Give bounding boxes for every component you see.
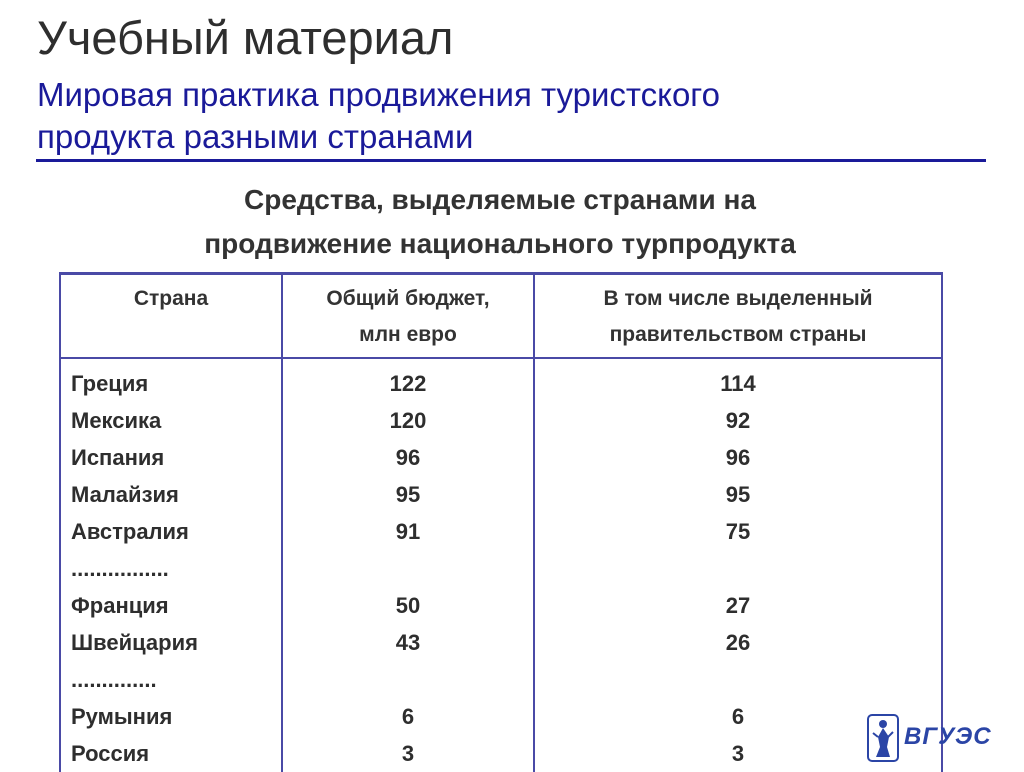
table-cell-budget: 91 (395, 519, 421, 544)
table-cell-country: Греция (71, 371, 149, 396)
table-cell-country: Австралия (71, 519, 189, 544)
table-cell-budget: 120 (389, 408, 427, 433)
table-cell-government: 6 (731, 704, 745, 729)
table-cell-country: Швейцария (71, 630, 198, 655)
header-country-label: Страна (133, 287, 209, 310)
table-caption (0, 178, 1000, 266)
table-cell-country: Мексика (71, 408, 162, 433)
table-cell-budget: 122 (389, 371, 427, 396)
country-column (60, 358, 282, 772)
table-cell-government: 27 (725, 593, 751, 618)
government-column (534, 358, 942, 772)
title-divider (36, 159, 986, 162)
table-cell-country: ................ (71, 556, 169, 581)
table-cell-budget (283, 550, 533, 587)
subtitle-line-2: продукта разными странами (37, 118, 474, 155)
header-government-line-2: правительством страны (609, 323, 867, 346)
table-cell-government: 3 (731, 741, 745, 766)
table-cell-budget: 95 (395, 482, 421, 507)
table-cell-country: Испания (71, 445, 165, 470)
table-cell-country: Румыния (71, 704, 173, 729)
header-budget-line-1: Общий бюджет, (326, 287, 490, 310)
table-cell-government (535, 550, 941, 587)
table-cell-government (535, 661, 941, 698)
table-cell-country: Россия (71, 741, 150, 766)
table-body (60, 358, 942, 772)
table-cell-country: Франция (71, 593, 169, 618)
table-cell-budget: 96 (395, 445, 421, 470)
header-budget (282, 274, 534, 359)
table-cell-government: 75 (725, 519, 751, 544)
budget-table (59, 272, 943, 772)
statue-icon (866, 713, 900, 763)
table-cell-country: Малайзия (71, 482, 179, 507)
budget-column (282, 358, 534, 772)
table-cell-government: 114 (720, 371, 756, 396)
header-budget-line-2: млн евро (359, 323, 457, 346)
table-cell-country: .............. (71, 667, 157, 692)
page-title: Учебный материал (37, 11, 454, 64)
caption-line-1: Средства, выделяемые странами на (244, 184, 756, 215)
table-cell-budget: 43 (395, 630, 421, 655)
logo-text: ВГУЭС (904, 723, 992, 750)
table-cell-budget: 3 (401, 741, 415, 766)
table-cell-budget: 50 (395, 593, 421, 618)
table-cell-government: 95 (725, 482, 751, 507)
page-subtitle (37, 74, 720, 158)
header-government (534, 274, 942, 359)
university-logo (866, 713, 992, 763)
caption-line-2: продвижение национального турпродукта (204, 228, 796, 259)
header-country (60, 274, 282, 359)
table-cell-government: 92 (725, 408, 751, 433)
table-cell-government: 96 (725, 445, 751, 470)
header-government-line-1: В том числе выделенный (603, 287, 873, 310)
subtitle-line-1: Мировая практика продвижения туристского (37, 76, 720, 113)
table-header-row (60, 274, 942, 359)
table-cell-budget: 6 (401, 704, 415, 729)
table-cell-budget (283, 661, 533, 698)
table-cell-government: 26 (725, 630, 751, 655)
